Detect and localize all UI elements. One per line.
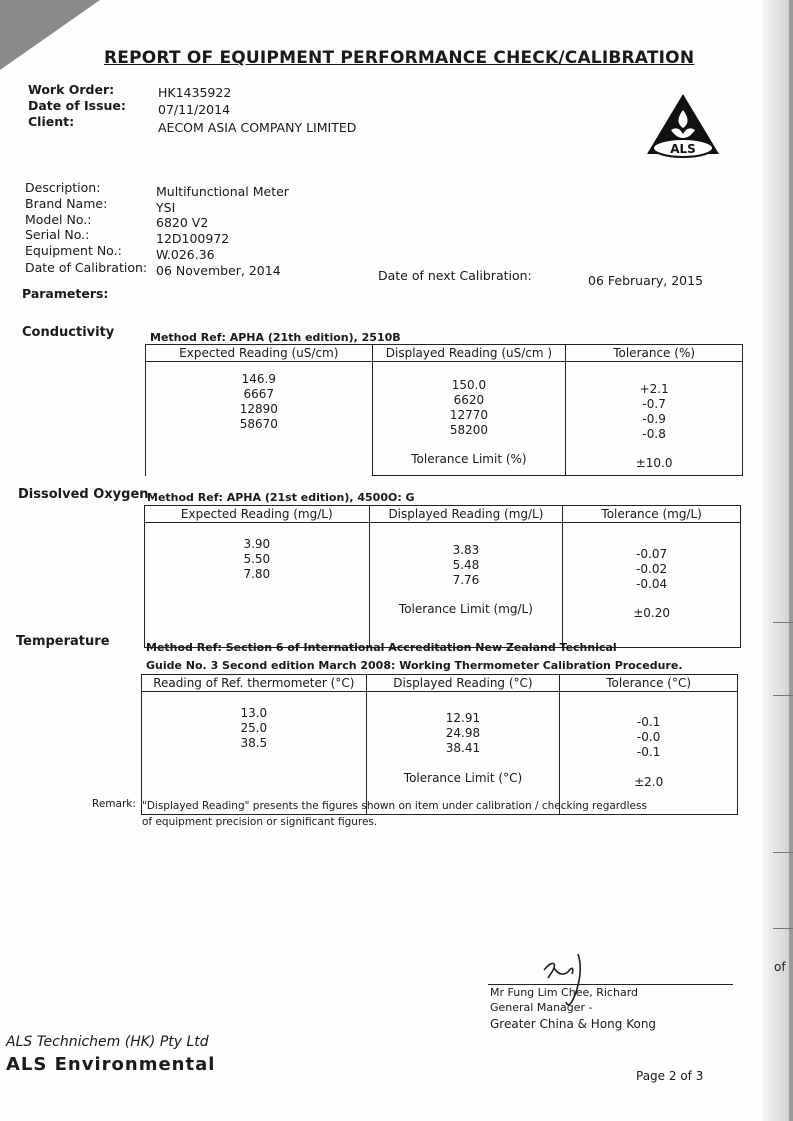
conductivity-expected-cell [146,362,373,476]
temp-header-expected: Reading of Ref. thermometer (°C) [142,675,367,692]
serial-value: 12D100972 [156,231,230,246]
do-displayed-cell [369,523,563,648]
table-cell: +2.1 [639,382,669,396]
table-cell: 7.80 [243,567,271,581]
client-value: AECOM ASIA COMPANY LIMITED [158,120,357,135]
table-cell: 25.0 [240,721,268,735]
serial-label: Serial No.: [25,227,90,242]
als-logo [645,92,721,164]
table-cell: 58200 [449,423,489,437]
edge-mark [773,852,793,853]
table-cell: 5.50 [243,552,271,566]
company-name: ALS Technichem (HK) Pty Ltd [6,1034,209,1050]
edge-mark [773,622,793,623]
date-of-issue-value: 07/11/2014 [158,102,231,117]
do-header-expected: Expected Reading (mg/L) [145,506,370,523]
signatory-name: Mr Fung Lim Chee, Richard [490,986,639,999]
table-cell: 38.41 [445,741,481,755]
page-number: Page 2 of 3 [636,1069,704,1083]
conductivity-table [145,344,743,476]
remark-line2: of equipment precision or significant figures. [142,816,378,828]
temp-limit-label: Tolerance Limit (°C) [403,771,523,785]
equipment-no-value: W.026.36 [156,247,215,262]
dissolved-oxygen-table [144,505,741,648]
do-limit-value: ±0.20 [633,606,671,620]
dissolved-oxygen-heading: Dissolved Oxygen [18,487,149,502]
conductivity-header-displayed: Displayed Reading (uS/cm ) [372,345,566,362]
do-tolerance-cell [563,523,741,648]
temp-header-displayed: Displayed Reading (°C) [366,675,560,692]
table-cell: -0.07 [636,547,668,561]
table-cell: 24.98 [445,726,481,740]
table-cell: -0.02 [636,562,668,576]
folded-corner [0,0,100,70]
model-value: 6820 V2 [156,215,209,230]
signature-line [488,984,733,985]
date-of-issue-label: Date of Issue: [28,98,126,113]
conductivity-limit-value: ±10.0 [635,456,673,470]
remark-label: Remark: [92,798,136,810]
table-cell: -0.9 [642,412,666,426]
table-cell: 150.0 [451,378,487,392]
client-label: Client: [28,114,75,129]
brand-label: Brand Name: [25,196,108,211]
table-cell: 6620 [453,393,485,407]
do-expected-cell [145,523,370,648]
table-cell: 3.83 [452,543,480,557]
table-cell: 12890 [239,402,278,416]
description-label: Description: [25,180,101,195]
table-cell: -0.1 [636,745,661,759]
description-value: Multifunctional Meter [156,184,289,199]
page-edge-line [789,0,793,1121]
model-label: Model No.: [25,212,92,227]
conductivity-tolerance-cell [566,362,743,476]
table-cell: -0.8 [642,427,666,441]
do-limit-label: Tolerance Limit (mg/L) [398,602,533,616]
table-cell: 7.76 [452,573,480,587]
next-calibration-value: 06 February, 2015 [588,273,704,288]
conductivity-displayed-cell [372,362,566,476]
temp-header-tolerance: Tolerance (°C) [560,675,738,692]
report-title: REPORT OF EQUIPMENT PERFORMANCE CHECK/CALIBRATION [104,48,695,68]
temperature-table [141,674,738,815]
temp-limit-value: ±2.0 [634,775,664,789]
work-order-value: HK1435922 [158,85,232,100]
table-cell: -0.1 [636,715,661,729]
dissolved-oxygen-method: Method Ref: APHA (21st edition), 4500O: G [147,491,415,504]
table-cell: 13.0 [240,706,268,720]
edge-mark [773,695,793,696]
table-cell: 6667 [243,387,275,401]
conductivity-limit-label: Tolerance Limit (%) [411,452,527,466]
table-cell: 5.48 [452,558,480,572]
remark-line1: "Displayed Reading" presents the figures shown on item under calibration / checking regardless [142,800,647,812]
conductivity-method: Method Ref: APHA (21th edition), 2510B [150,331,401,344]
temperature-method-line1: Method Ref: Section 6 of International Accreditation New Zealand Technical [146,641,617,654]
next-calibration-label: Date of next Calibration: [378,268,532,283]
work-order-label: Work Order: [28,82,115,97]
table-cell: 38.5 [240,736,268,750]
logo-text: ALS [670,142,696,156]
do-header-tolerance: Tolerance (mg/L) [563,506,741,523]
brand-value: YSI [156,200,176,215]
temperature-method-line2: Guide No. 3 Second edition March 2008: Working Thermometer Calibration Procedure. [146,659,683,672]
conductivity-header-expected: Expected Reading (uS/cm) [146,345,373,362]
table-cell: 3.90 [243,537,271,551]
conductivity-heading: Conductivity [22,325,115,340]
do-header-displayed: Displayed Reading (mg/L) [369,506,563,523]
edge-text: of [774,960,786,974]
calibration-date-label: Date of Calibration: [25,260,148,275]
table-cell: 146.9 [241,372,276,386]
temp-tolerance-cell [560,692,738,815]
calibration-date-value: 06 November, 2014 [156,263,281,278]
signatory-region: Greater China & Hong Kong [490,1017,657,1031]
parameters-label: Parameters: [22,286,109,301]
table-cell: 58670 [239,417,278,431]
table-cell: 12770 [449,408,489,422]
edge-mark [773,928,793,929]
conductivity-header-tolerance: Tolerance (%) [566,345,743,362]
temp-displayed-cell [366,692,560,815]
temp-expected-cell [142,692,367,815]
table-cell: -0.0 [636,730,661,744]
company-brand: ALS Environmental [6,1054,216,1075]
signatory-title: General Manager - [490,1001,593,1014]
equipment-no-label: Equipment No.: [25,243,122,258]
table-cell: -0.04 [636,577,668,591]
table-cell: -0.7 [642,397,666,411]
table-cell: 12.91 [445,711,481,725]
temperature-heading: Temperature [16,634,110,649]
